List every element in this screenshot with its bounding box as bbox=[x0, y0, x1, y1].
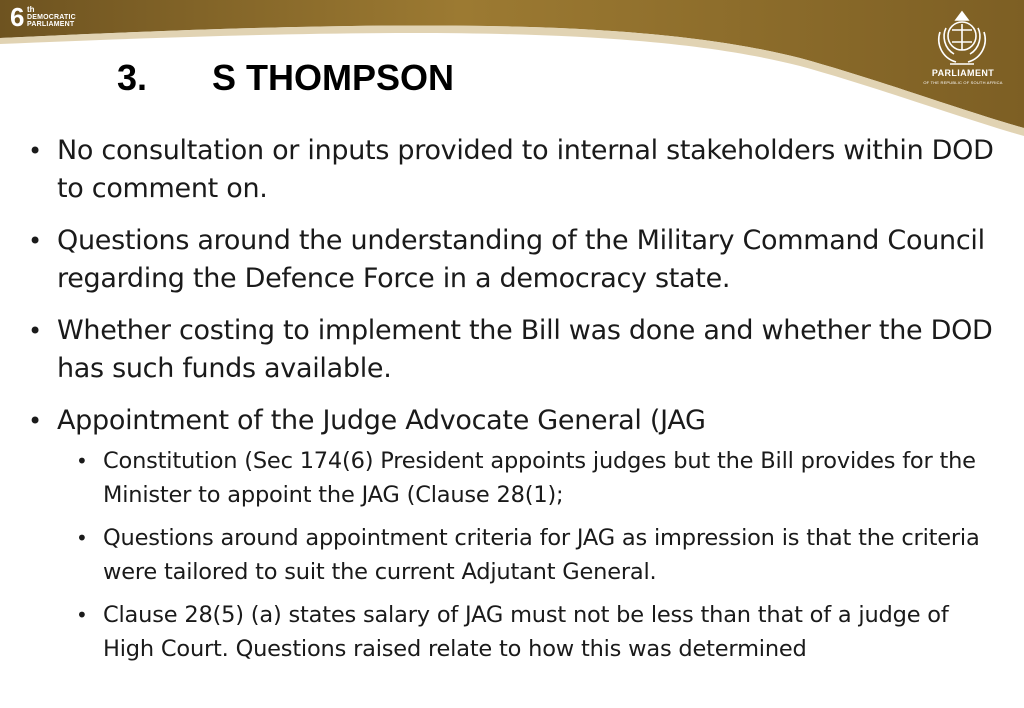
bullet-dot-icon: • bbox=[28, 407, 42, 435]
crest-title: PARLIAMENT bbox=[931, 68, 995, 78]
slide-title bbox=[117, 57, 454, 99]
sub-bullet-item bbox=[28, 444, 1003, 512]
sub-bullet-list bbox=[28, 444, 1003, 666]
bullet-text: Whether costing to implement the Bill was done and whether the DOD has such funds available. bbox=[57, 315, 993, 384]
sub-bullet-dot-icon: • bbox=[76, 449, 88, 473]
bullet-list bbox=[28, 132, 1003, 440]
logo-line-democratic: DEMOCRATIC bbox=[27, 14, 76, 21]
bullet-item bbox=[28, 402, 1003, 440]
bullet-dot-icon: • bbox=[28, 137, 42, 165]
bullet-dot-icon: • bbox=[28, 227, 42, 255]
bullet-text: Appointment of the Judge Advocate General (JAG bbox=[57, 405, 706, 436]
slide-title-number: 3. bbox=[117, 57, 148, 98]
logo-superscript: th bbox=[27, 5, 35, 14]
sub-bullet-text: Clause 28(5) (a) states salary of JAG must not be less than that of a judge of High Court. Questions raised relate to how this was determined bbox=[103, 602, 949, 662]
crest-subtitle: OF THE REPUBLIC OF SOUTH AFRICA bbox=[923, 80, 1003, 85]
bullet-text: Questions around the understanding of the Military Command Council regarding the Defence Force in a democracy state. bbox=[57, 225, 985, 294]
sub-bullet-item bbox=[28, 598, 1003, 666]
sub-bullet-dot-icon: • bbox=[76, 603, 88, 627]
sub-bullet-dot-icon: • bbox=[76, 526, 88, 550]
logo-line-parliament: PARLIAMENT bbox=[27, 21, 75, 28]
bullet-item bbox=[28, 312, 1003, 388]
bullet-text: No consultation or inputs provided to internal stakeholders within DOD to comment on. bbox=[57, 135, 994, 204]
slide-content bbox=[28, 132, 1003, 675]
logo-number: 6 bbox=[10, 2, 25, 32]
bullet-item bbox=[28, 222, 1003, 298]
sub-bullet-item bbox=[28, 521, 1003, 589]
bullet-item bbox=[28, 132, 1003, 208]
slide-title-text: S THOMPSON bbox=[212, 57, 455, 98]
bullet-dot-icon: • bbox=[28, 317, 42, 345]
sub-bullet-text: Constitution (Sec 174(6) President appoints judges but the Bill provides for the Minister to appoint the JAG (Clause 28(1); bbox=[103, 448, 976, 508]
sub-bullet-text: Questions around appointment criteria for JAG as impression is that the criteria were tailored to suit the current Adjutant General. bbox=[103, 525, 980, 585]
